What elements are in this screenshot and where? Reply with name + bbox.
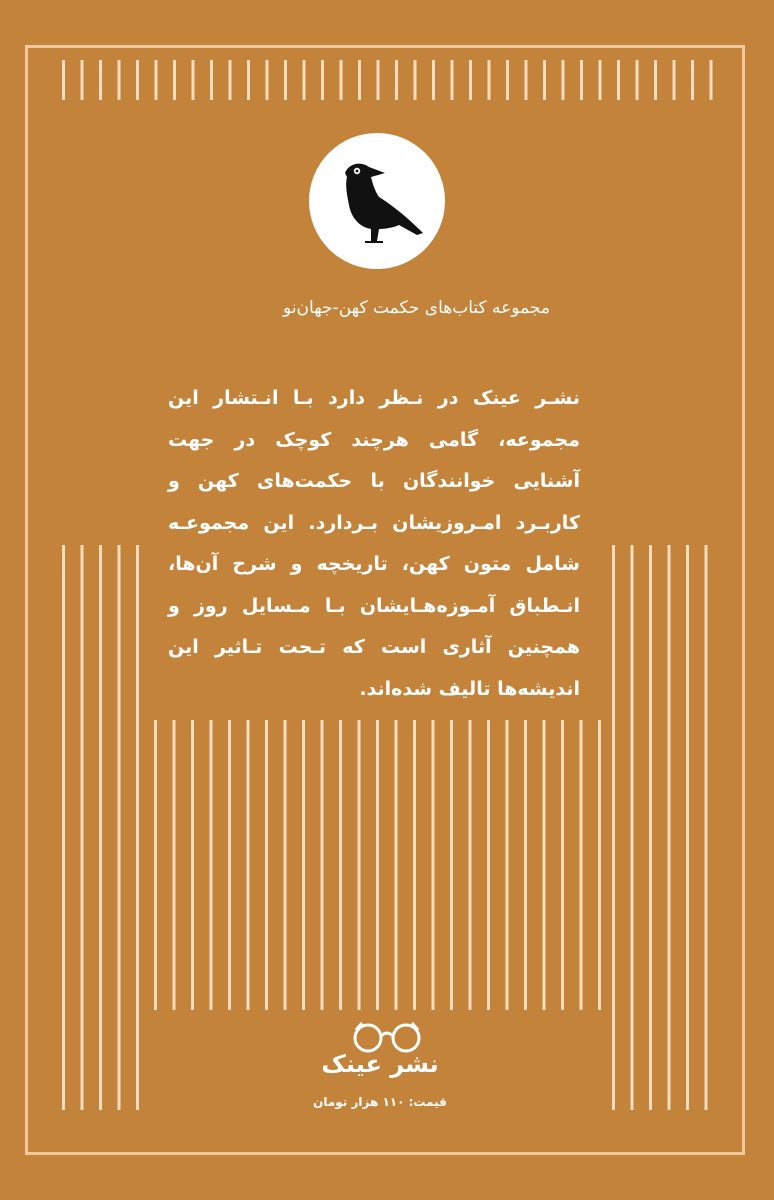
top-stripes <box>62 60 717 100</box>
emblem-circle <box>309 133 445 269</box>
right-stripes <box>612 545 717 1110</box>
left-stripes <box>62 545 154 1110</box>
price-label: قیمت: ۱۱۰ هزار تومان <box>313 1095 447 1109</box>
description-paragraph: نشـر عینک در نـظر دارد بـا انـتشار این مجموعه، گامی هرچند کوچک در جهت آشنایی خوانندگان با حکمت‌های کهن و کاربـرد امـروزیشان بـردارد. این مجموعـه شامل متون کهن، تاریخچه و شرح آن‌ها، انـطباق آمـوزه‌هـایشان بـا مـسایل روز و همچنین آثاری است که تـحت تـاثیر این اندیشه‌ها تالیف شده‌اند. <box>168 387 580 700</box>
series-title: مجموعه کتاب‌های حکمت کهن-جهان‌نو <box>283 298 550 318</box>
glasses-icon <box>350 1020 424 1054</box>
bottom-stripes <box>154 720 612 1010</box>
publisher-name: نشر عینک <box>321 1050 439 1078</box>
crow-icon <box>327 151 427 251</box>
